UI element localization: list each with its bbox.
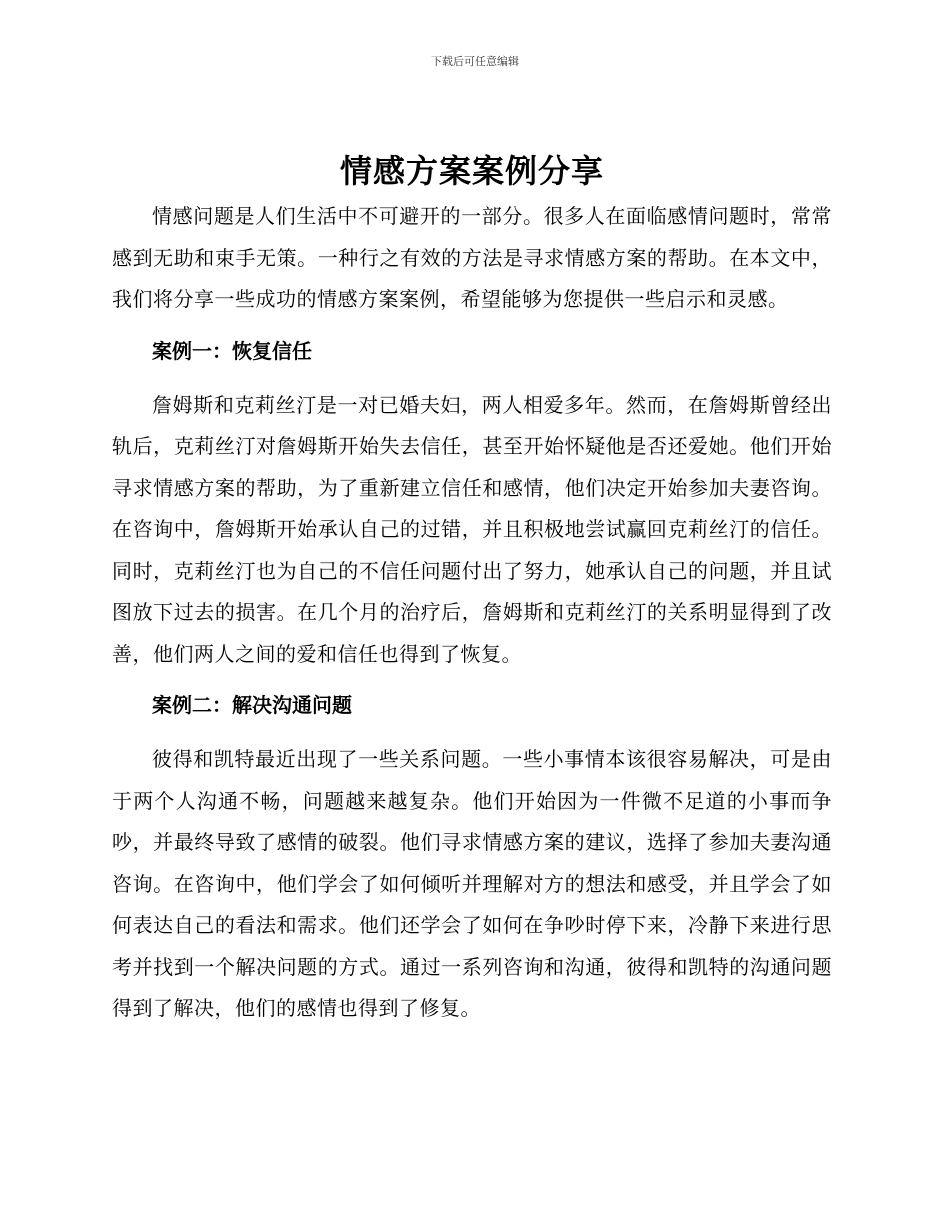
intro-paragraph: 情感问题是人们生活中不可避开的一部分。很多人在面临感情问题时，常常感到无助和束手无策。一种行之有效的方法是寻求情感方案的帮助。在本文中，我们将分享一些成功的情感方案案例，希望能够为您提供一些启示和灵感。 [112,204,832,311]
section-body-case-2: 彼得和凯特最近出现了一些关系问题。一些小事情本该很容易解决，可是由于两个人沟通不畅，问题越来越复杂。他们开始因为一件微不足道的小事而争吵，并最终导致了感情的破裂。他们寻求情感方案的建议，选择了参加夫妻沟通咨询。在咨询中，他们学会了如何倾听并理解对方的想法和感受，并且学会了如何表达自己的看法和需求。他们还学会了如何在争吵时停下来，冷静下来进行思考并找到一个解决问题的方式。通过一系列咨询和沟通，彼得和凯特的沟通问题得到了解决，他们的感情也得到了修复。 [112,747,832,1020]
section-heading-case-2: 案例二：解决沟通问题 [152,693,352,717]
section-body-case-1: 詹姆斯和克莉丝汀是一对已婚夫妇，两人相爱多年。然而，在詹姆斯曾经出轨后，克莉丝汀对詹姆斯开始失去信任，甚至开始怀疑他是否还爱她。他们开始寻求情感方案的帮助，为了重新建立信任和感情，他们决定开始参加夫妻咨询。在咨询中，詹姆斯开始承认自己的过错，并且积极地尝试赢回克莉丝汀的信任。同时，克莉丝汀也为自己的不信任问题付出了努力，她承认自己的问题，并且试图放下过去的损害。在几个月的治疗后，詹姆斯和克莉丝汀的关系明显得到了改善，他们两人之间的爱和信任也得到了恢复。 [112,392,832,666]
document-body [112,148,832,1030]
section-heading-case-1: 案例一：恢复信任 [152,338,312,363]
page-header: 下载后可任意编辑 [431,55,519,68]
document-title: 情感方案案例分享 [339,152,604,190]
